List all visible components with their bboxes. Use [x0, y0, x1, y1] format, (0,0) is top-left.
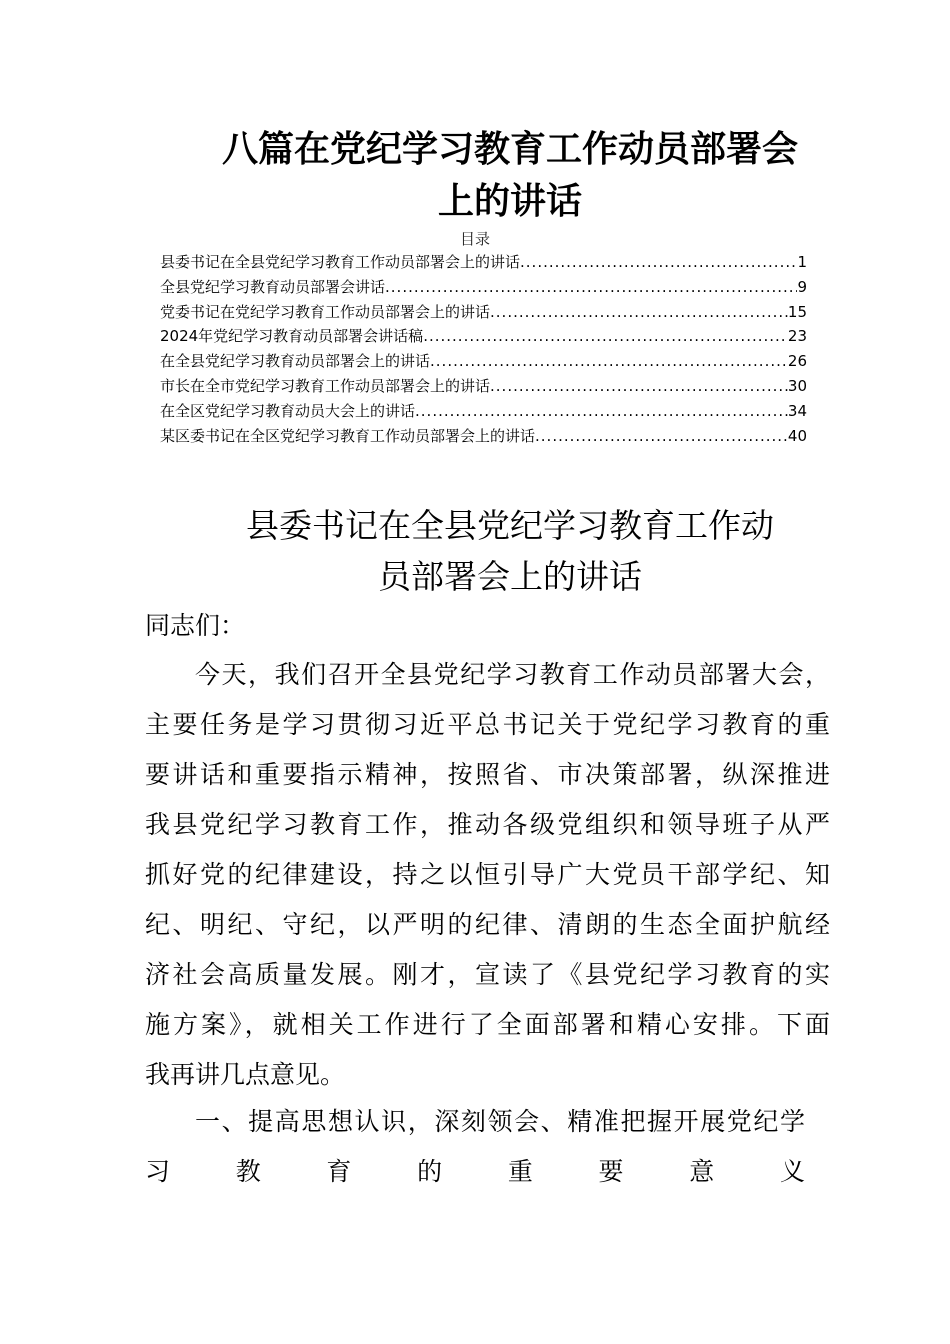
toc-item-page: 9 [797, 277, 807, 296]
document-title-line: 上的讲话 [437, 181, 582, 222]
toc-item-page: 26 [787, 352, 807, 371]
toc-item[interactable] [160, 300, 807, 325]
toc-item[interactable] [160, 424, 807, 449]
section-heading-line: 习教育的重要意义 [145, 1157, 805, 1186]
toc-leader-dots [535, 424, 788, 449]
toc-item-label: 在全区党纪学习教育动员大会上的讲话 [160, 401, 416, 420]
toc-heading: 目录 [459, 230, 490, 248]
paragraph-line: 纪、明纪、守纪，以严明的纪律、清朗的生态全面护航经 [145, 910, 830, 939]
toc-item-label: 在全县党纪学习教育动员部署会上的讲话 [160, 352, 431, 371]
toc-item-label: 全县党纪学习教育动员部署会讲话 [160, 277, 386, 296]
toc-item[interactable] [160, 275, 807, 300]
toc-leader-dots [490, 374, 788, 399]
paragraph-line: 济社会高质量发展。刚才，宣读了《县党纪学习教育的实 [145, 960, 830, 989]
toc-item[interactable] [160, 349, 807, 374]
toc-leader-dots [385, 275, 797, 300]
toc-item-page: 1 [797, 253, 807, 271]
document-title-line: 八篇在党纪学习教育工作动员部署会 [221, 129, 798, 170]
toc-leader-dots [520, 250, 797, 275]
paragraph [145, 650, 830, 1100]
article-title [0, 500, 950, 602]
section-heading-line: 一、提高思想认识，深刻领会、精准把握开展党纪学 [195, 1107, 805, 1136]
document-title [0, 124, 950, 228]
paragraph-line: 施方案》，就相关工作进行了全面部署和精心安排。下面 [145, 1010, 830, 1039]
toc-item-page: 34 [787, 401, 807, 420]
paragraph-line: 今天，我们召开全县党纪学习教育工作动员部署大会， [195, 660, 830, 689]
toc-item-label: 党委书记在党纪学习教育工作动员部署会上的讲话 [160, 302, 491, 321]
greeting: 同志们： [145, 611, 246, 640]
toc-leader-dots [423, 324, 788, 349]
paragraph-line: 抓好党的纪律建设，持之以恒引导广大党员干部学纪、知 [145, 860, 830, 889]
toc-item-label: 县委书记在全县党纪学习教育工作动员部署会上的讲话 [160, 253, 521, 271]
paragraph-line: 我县党纪学习教育工作，推动各级党组织和领导班子从严 [145, 810, 830, 839]
table-of-contents [160, 250, 807, 448]
article-title-line: 县委书记在全县党纪学习教育工作动 [246, 506, 774, 545]
paragraph-line: 要讲话和重要指示精神，按照省、市决策部署，纵深推进 [145, 760, 830, 789]
toc-leader-dots [490, 300, 788, 325]
toc-leader-dots [430, 349, 788, 374]
article-title-line: 员部署会上的讲话 [378, 557, 642, 596]
toc-leader-dots [415, 399, 788, 424]
toc-item-label: 某区委书记在全区党纪学习教育工作动员部署会上的讲话 [160, 426, 536, 445]
section-heading [145, 1097, 805, 1197]
paragraph-line: 主要任务是学习贯彻习近平总书记关于党纪学习教育的重 [145, 710, 830, 739]
toc-item[interactable] [160, 250, 807, 275]
toc-item[interactable] [160, 324, 807, 349]
toc-item-label: 市长在全市党纪学习教育工作动员部署会上的讲话 [160, 376, 491, 395]
toc-item-page: 40 [787, 426, 807, 445]
toc-item-page: 30 [787, 376, 807, 395]
toc-item-page: 23 [787, 327, 807, 346]
toc-item[interactable] [160, 374, 807, 399]
toc-item-label: 2024年党纪学习教育动员部署会讲话稿 [160, 327, 424, 346]
paragraph-line: 我再讲几点意见。 [145, 1060, 346, 1089]
toc-item-page: 15 [787, 302, 807, 321]
toc-item[interactable] [160, 399, 807, 424]
